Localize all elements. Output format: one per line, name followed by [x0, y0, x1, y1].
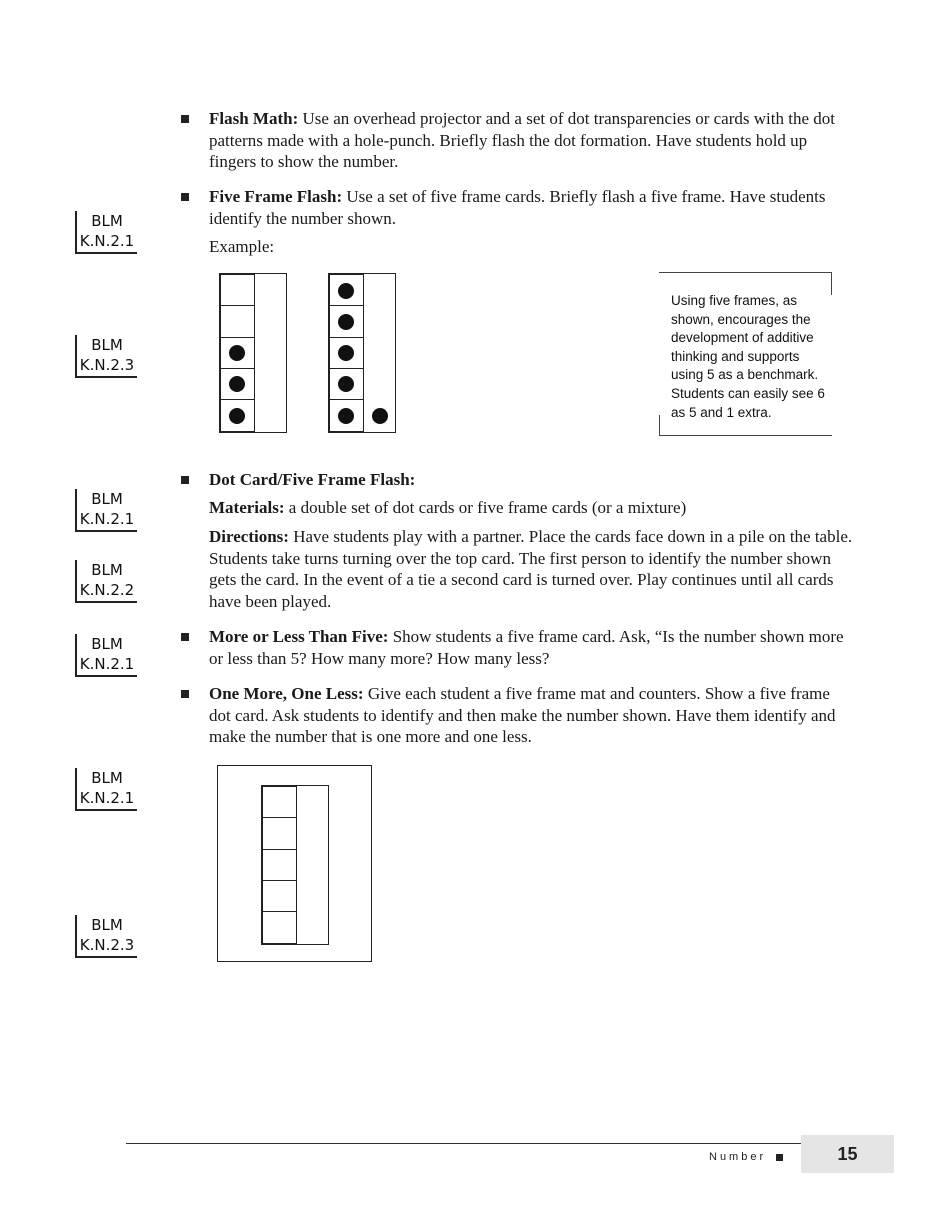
blm-tag — [75, 335, 137, 378]
blm-tag — [75, 489, 137, 532]
blm-tag-label: BLM — [91, 561, 123, 579]
blm-tag — [75, 915, 137, 958]
counter-dot — [229, 376, 245, 392]
empty-five-frame — [261, 785, 329, 945]
frame-cell — [220, 274, 255, 306]
materials-text: a double set of dot cards or five frame cards (or a mixture) — [284, 498, 687, 517]
blm-tag — [75, 211, 137, 254]
blm-tag-label: BLM — [91, 635, 123, 653]
more-or-less-text: Show students a five frame card. Ask, “Is the number shown more or less than 5? How many more? How many less? — [209, 627, 844, 668]
more-or-less-title: More or Less Than Five: — [209, 627, 389, 646]
blm-tag-label: BLM — [91, 336, 123, 354]
bullet-icon — [181, 115, 189, 123]
frame-cell — [262, 849, 297, 881]
blm-tag-code: K.N.2.2 — [79, 581, 135, 599]
flash-math-text: Use an overhead projector and a set of dot transparencies or cards with the dot patterns made with a hole-punch. Briefly flash the dot formation. Have students hold up fingers to show the number. — [209, 109, 835, 171]
bullet-icon — [181, 476, 189, 484]
blm-tag — [75, 768, 137, 811]
counter-dot — [338, 283, 354, 299]
side-note — [659, 272, 832, 436]
note-left-border — [659, 415, 660, 436]
five-frame-example-6 — [328, 273, 396, 433]
blm-tag-code: K.N.2.1 — [79, 510, 135, 528]
blm-tag — [75, 634, 137, 677]
blm-tag-code: K.N.2.1 — [79, 232, 135, 250]
note-bottom-border — [659, 435, 832, 436]
blm-tag-code: K.N.2.1 — [79, 789, 135, 807]
one-more-one-less-text: Give each student a five frame mat and counters. Show a five frame dot card. Ask students to identify and then make the number shown. Have them identify and make the number that is one more and one less. — [209, 684, 836, 746]
more-or-less-paragraph — [209, 626, 854, 669]
footer-rule — [126, 1143, 802, 1144]
note-top-border — [659, 272, 832, 273]
counter-dot — [338, 345, 354, 361]
flash-math-paragraph — [209, 108, 854, 173]
side-note-text: Using five frames, as shown, encourages the development of additive thinking and supports using 5 as a benchmark. Students can easily see 6 as 5 and 1 extra. — [671, 293, 825, 420]
blm-tag-code: K.N.2.3 — [79, 936, 135, 954]
dot-card-title — [209, 469, 854, 491]
five-frame-example-3 — [219, 273, 287, 433]
counter-dot — [338, 376, 354, 392]
five-frame-flash-title: Five Frame Flash: — [209, 187, 343, 206]
frame-cell — [262, 880, 297, 912]
footer-square-icon — [776, 1154, 783, 1161]
directions-paragraph — [209, 526, 854, 612]
frame-cell — [262, 817, 297, 850]
counter-dot — [229, 408, 245, 424]
counter-dot — [338, 314, 354, 330]
blm-tag-code: K.N.2.1 — [79, 655, 135, 673]
blm-tag-label: BLM — [91, 916, 123, 934]
frame-cell — [220, 305, 255, 338]
five-frame-flash-text: Use a set of five frame cards. Briefly flash a five frame. Have students identify the number shown. — [209, 187, 826, 228]
blm-tag-code: K.N.2.3 — [79, 356, 135, 374]
directions-text: Have students play with a partner. Place the cards face down in a pile on the table. Students take turns turning over the top card. The first person to identify the number shown gets the card. In the event of a tie a second card is turned over. Play continues until all cards have been played. — [209, 527, 853, 611]
flash-math-title: Flash Math: — [209, 109, 299, 128]
five-frame-mat — [217, 765, 372, 962]
one-more-one-less-title: One More, One Less: — [209, 684, 364, 703]
dot-card-title-text: Dot Card/Five Frame Flash: — [209, 470, 416, 489]
counter-dot — [338, 408, 354, 424]
blm-tag — [75, 560, 137, 603]
example-label: Example: — [209, 237, 275, 256]
blm-tag-label: BLM — [91, 490, 123, 508]
counter-dot — [372, 408, 388, 424]
materials-paragraph — [209, 497, 854, 519]
footer-section-label: Number — [709, 1151, 767, 1163]
directions-label: Directions: — [209, 527, 289, 546]
counter-dot — [229, 345, 245, 361]
frame-cell — [262, 911, 297, 944]
materials-label: Materials: — [209, 498, 285, 517]
five-frame-flash-paragraph — [209, 186, 854, 229]
page-number: 15 — [801, 1135, 894, 1173]
note-right-border — [831, 272, 832, 295]
bullet-icon — [181, 193, 189, 201]
bullet-icon — [181, 633, 189, 641]
blm-tag-label: BLM — [91, 212, 123, 230]
one-more-one-less-paragraph — [209, 683, 854, 748]
blm-tag-label: BLM — [91, 769, 123, 787]
frame-cell — [262, 786, 297, 818]
bullet-icon — [181, 690, 189, 698]
